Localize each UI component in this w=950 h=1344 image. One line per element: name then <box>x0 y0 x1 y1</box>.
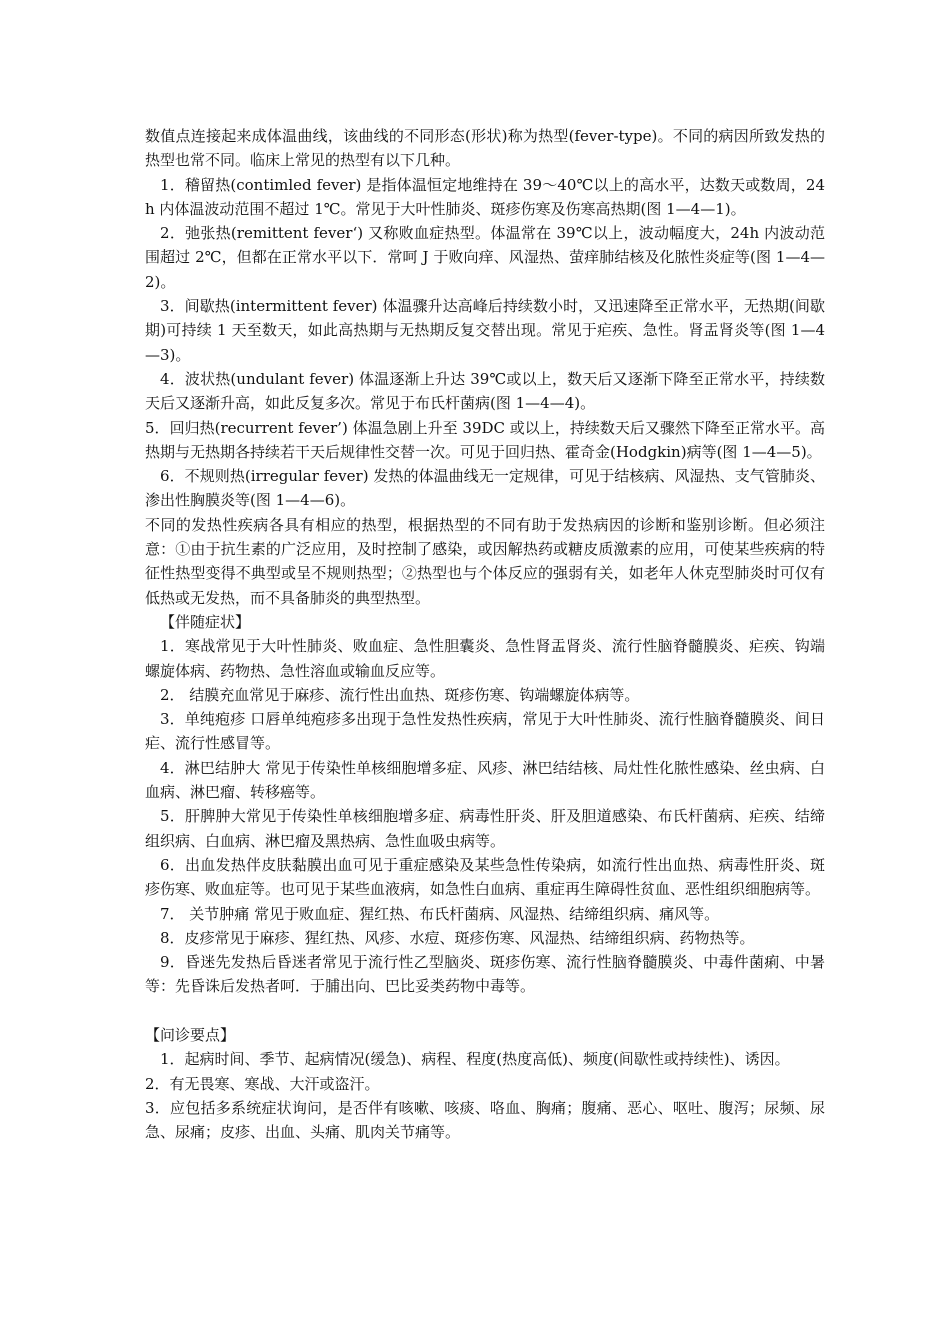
paragraph-irregular-fever: 6．不规则热(irregular fever) 发热的体温曲线无一定规律，可见于结核病、风湿热、支气管肺炎、渗出性胸膜炎等(图 1—4—6)。 <box>145 467 825 510</box>
paragraph-lymphadenopathy: 4．淋巴结肿大 常见于传染性单核细胞增多症、风疹、淋巴结结核、局灶性化脓性感染、丝虫病、白血病、淋巴瘤、转移癌等。 <box>145 758 825 802</box>
paragraph-bleeding: 6．出血发热伴皮肤黏膜出血可见于重症感染及某些急性传染病，如流行性出血热、病毒性肝炎、斑疹伤寒、败血症等。也可见于某些血液病，如急性白血病、重症再生障碍性贫血、恶性组织细胞病等。 <box>145 855 825 899</box>
paragraph-rash: 8．皮疹常见于麻疹、猩红热、风疹、水痘、斑疹伤寒、风湿热、结缔组织病、药物热等。 <box>160 928 755 947</box>
paragraph-hepatosplenomegaly: 5．肝脾肿大常见于传染性单核细胞增多症、病毒性肝炎、肝及胆道感染、布氏杆菌病、疟疾、结缔组织病、白血病、淋巴瘤及黑热病、急性血吸虫病等。 <box>145 807 825 850</box>
paragraph-intermittent-fever: 3．间歇热(intermittent fever) 体温骤升达高峰后持续数小时，又迅速降至正常水平，无热期(间歇期)可持续 1 天至数天，如此高热期与无热期反复交替出现。常见于疟疾、急性。肾盂肾炎等(图 1—4—3)。 <box>145 297 825 364</box>
paragraph-systemic-symptoms: 3．应包括多系统症状询问，是否伴有咳嗽、咳痰、咯血、胸痛；腹痛、恶心、呕吐、腹泻；尿频、尿急、尿痛；皮疹、出血、头痛、肌肉关节痛等。 <box>145 1098 825 1142</box>
paragraph-undulant-fever: 4．波状热(undulant fever) 体温逐渐上升达 39℃或以上，数天后又逐渐下降至正常水平，持续数天后又逐渐升高，如此反复多次。常见于布氏杆菌病(图 1—4—4)。 <box>145 369 825 413</box>
paragraph-herpes-simplex: 3．单纯疱疹 口唇单纯疱疹多出现于急性发热性疾病，常见于大叶性肺炎、流行性脑脊髓膜炎、间日疟、流行性感冒等。 <box>145 710 825 753</box>
section-heading-inquiry-points: 【问诊要点】 <box>145 1025 236 1044</box>
document-body <box>145 124 825 1144</box>
paragraph-coma: 9．昏迷先发热后昏迷者常见于流行性乙型脑炎、斑疹伤寒、流行性脑脊髓膜炎、中毒件菌痢、中暑等：先昏诛后发热者呵．于脯出向、巴比妥类药物中毒等。 <box>145 953 825 996</box>
paragraph-fever-type-note: 不同的发热性疾病各具有相应的热型，根据热型的不同有助于发热病因的诊断和鉴别诊断。但必须注意：①由于抗生素的广泛应用，及时控制了感染，或因解热药或糖皮质激素的应用，可使某些疾病的特征性热型变得不典型或呈不规则热型；②热型也与个体反应的强弱有关，如老年人休克型肺炎时可仅有低热或无发热，而不具备肺炎的典型热型。 <box>145 515 825 607</box>
section-heading-accompanying-symptoms: 【伴随症状】 <box>160 612 251 631</box>
paragraph-chills-sweating: 2．有无畏寒、寒战、大汗或盗汗。 <box>145 1074 380 1093</box>
paragraph-onset: 1．起病时间、季节、起病情况(缓急)、病程、程度(热度高低)、频度(间歇性或持续性)、诱因。 <box>160 1050 790 1069</box>
paragraph-joint-pain: 7． 关节肿痛 常见于败血症、猩红热、布氏杆菌病、风湿热、结缔组织病、痛风等。 <box>160 904 720 923</box>
paragraph-fever-type-intro: 数值点连接起来成体温曲线，该曲线的不同形态(形状)称为热型(fever-type)。不同的病因所致发热的热型也常不同。临床上常见的热型有以下几种。 <box>145 127 825 170</box>
paragraph-conjunctival-congestion: 2． 结膜充血常见于麻疹、流行性出血热、斑疹伤寒、钩端螺旋体病等。 <box>160 685 640 704</box>
paragraph-recurrent-fever: 5．回归热(recurrent fever’) 体温急剧上升至 39DC 或以上，持续数天后又骤然下降至正常水平。高热期与无热期各持续若干天后规律性交替一次。可见于回归热、霍奇金(Hodgkin)病等(图 1—4—5)。 <box>145 418 825 461</box>
paragraph-sustained-fever: 1．稽留热(contimled fever) 是指体温恒定地维持在 39～40℃以上的高水平，达数天或数周，24h 内体温波动范围不超过 1℃。常见于大叶性肺炎、斑疹伤寒及伤寒高热期(图 1—4—1)。 <box>145 175 825 218</box>
paragraph-remittent-fever: 2．弛张热(remittent fever‘) 又称败血症热型。体温常在 39℃以上，波动幅度大，24h 内波动范围超过 2℃，但都在正常水平以下．常呵 J 于败向痒、风湿热、萤痒肺结核及化脓性炎症等(图 1—4—2)。 <box>145 224 825 291</box>
paragraph-chills: 1．寒战常见于大叶性肺炎、败血症、急性胆囊炎、急性肾盂肾炎、流行性脑脊髓膜炎、疟疾、钩端螺旋体病、药物热、急性溶血或输血反应等。 <box>145 637 825 680</box>
